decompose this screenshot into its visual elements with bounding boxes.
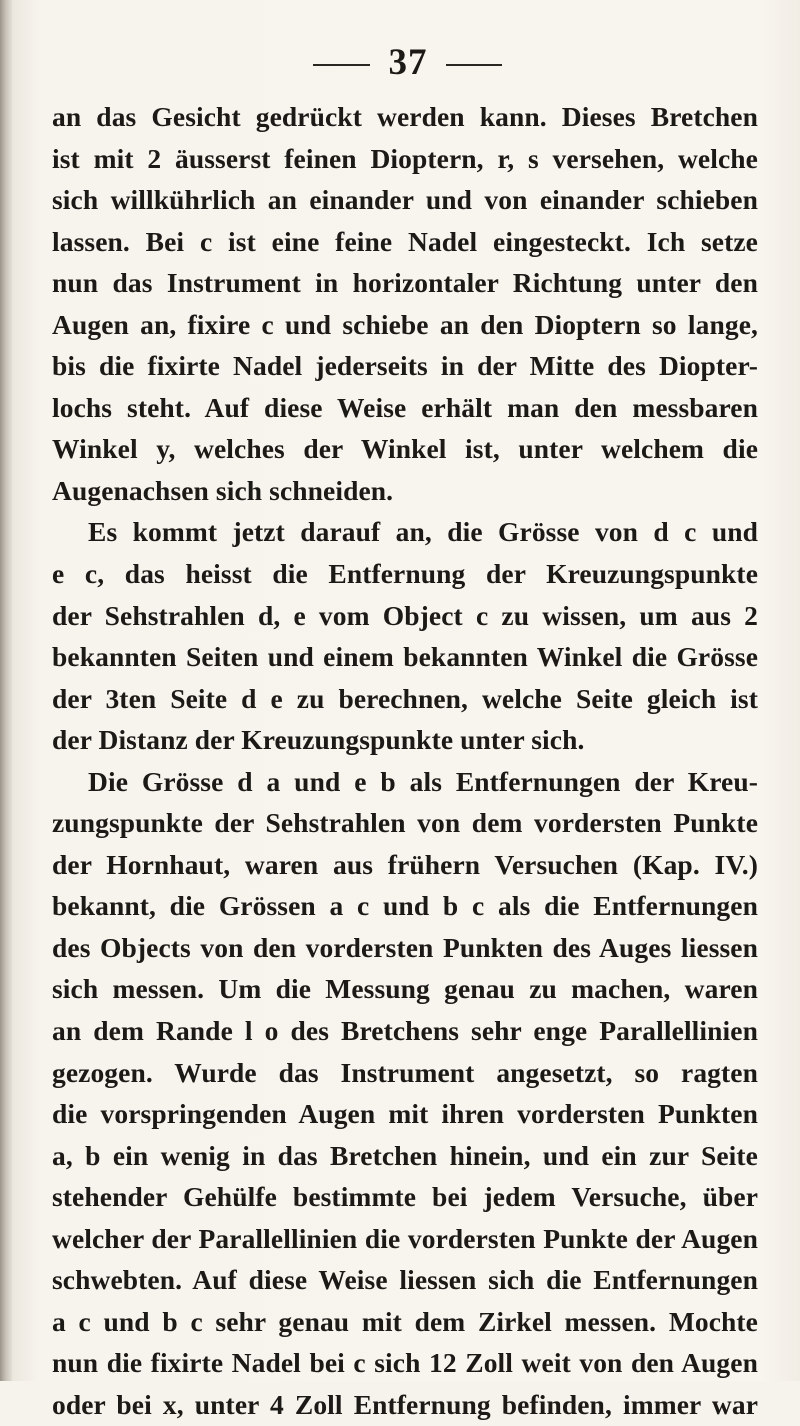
text-line: lassen. Bei c ist eine feine Nadel eingesteckt. Ich setze — [52, 225, 758, 257]
text-line: a c und b c sehr genau mit dem Zirkel messen. Mochte — [52, 1305, 758, 1337]
body-text — [52, 96, 758, 1426]
text-line: a, b ein wenig in das Bretchen hinein, und ein zur Seite — [52, 1139, 758, 1171]
text-line: die vorspringenden Augen mit ihren vordersten Punkten — [52, 1098, 758, 1130]
page-number: 37 — [388, 42, 428, 83]
text-line: bekannt, die Grössen a c und b c als die Entfernungen — [52, 890, 758, 922]
text-line: ist mit 2 äusserst feinen Dioptern, r, s versehen, welche — [52, 142, 758, 174]
text-line: Die Grösse d a und e b als Entfernungen der Kreu- — [88, 765, 758, 797]
text-line: lochs steht. Auf diese Weise erhält man den messbaren — [52, 391, 758, 423]
text-line: der Hornhaut, waren aus frühern Versuchen (Kap. IV.) — [52, 848, 758, 880]
header-rule-left — [313, 64, 370, 66]
text-line: Es kommt jetzt darauf an, die Grösse von d c und — [88, 516, 758, 548]
text-line: welcher der Parallellinien die vordersten Punkte der Augen — [52, 1222, 758, 1254]
text-line: der Sehstrahlen d, e vom Object c zu wissen, um aus 2 — [52, 599, 758, 631]
text-line: sich messen. Um die Messung genau zu machen, waren — [52, 973, 758, 1005]
text-line: bekannten Seiten und einem bekannten Winkel die Grösse — [52, 641, 758, 673]
text-line: gezogen. Wurde das Instrument angesetzt, so ragten — [52, 1056, 758, 1088]
text-line: sich willkührlich an einander und von einander schieben — [52, 184, 758, 216]
text-line: schwebten. Auf diese Weise liessen sich die Entfernungen — [52, 1264, 758, 1296]
header-rule-right — [446, 64, 502, 66]
text-line: des Objects von den vordersten Punkten des Auges liessen — [52, 931, 758, 963]
text-line: der Distanz der Kreuzungspunkte unter sich. — [52, 724, 585, 756]
text-line: bis die fixirte Nadel jederseits in der Mitte des Diopter- — [52, 350, 758, 382]
text-line: an das Gesicht gedrückt werden kann. Dieses Bretchen — [52, 101, 758, 132]
text-line: oder bei x, unter 4 Zoll Entfernung befinden, immer war — [52, 1388, 758, 1420]
text-line: Augenachsen sich schneiden. — [52, 474, 394, 506]
text-line: der 3ten Seite d e zu berechnen, welche Seite gleich ist — [52, 682, 758, 714]
text-line: nun die fixirte Nadel bei c sich 12 Zoll weit von den Augen — [52, 1347, 758, 1379]
text-line: zungspunkte der Sehstrahlen von dem vordersten Punkte — [52, 807, 758, 839]
text-line: nun das Instrument in horizontaler Richtung unter den — [52, 267, 758, 299]
text-line: e c, das heisst die Entfernung der Kreuzungspunkte — [52, 558, 758, 590]
page-header — [0, 40, 800, 83]
text-line: an dem Rande l o des Bretchens sehr enge Parallellinien — [52, 1015, 758, 1047]
text-line: Augen an, fixire c und schiebe an den Dioptern so lange, — [52, 308, 758, 340]
book-spine-shadow — [0, 0, 12, 1381]
text-line: stehender Gehülfe bestimmte bei jedem Versuche, über — [52, 1181, 758, 1213]
text-line: Winkel y, welches der Winkel ist, unter welchem die — [52, 433, 758, 465]
